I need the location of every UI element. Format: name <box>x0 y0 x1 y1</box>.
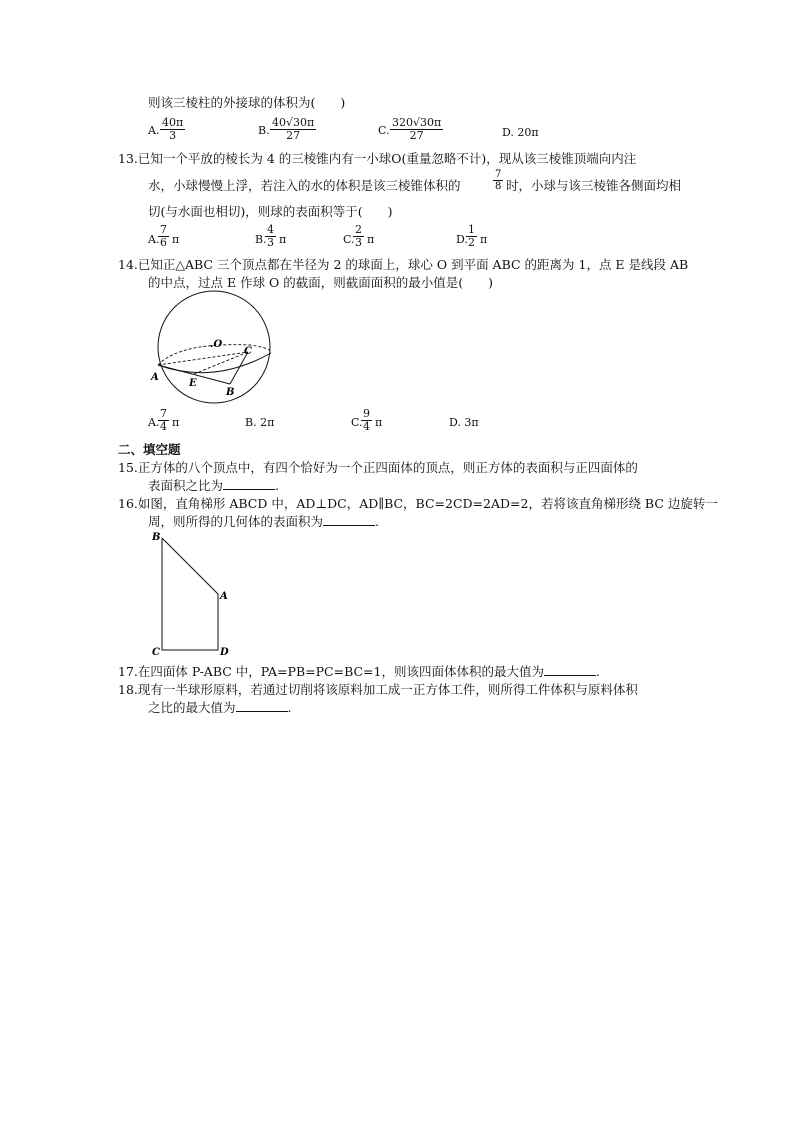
q12-option-a-numerator: 40π <box>162 116 184 129</box>
q13-option-c-pi: π <box>367 233 375 246</box>
q12-option-c-label: C. <box>378 124 390 137</box>
q14-option-a <box>158 408 169 433</box>
q16-line-1: 16.如图，直角梯形 ABCD 中，AD⊥DC，AD∥BC，BC=2CD=2AD=2，若将该直角梯形绕 BC 边旋转一 <box>118 496 718 511</box>
label-c: C <box>244 346 252 357</box>
q13-option-b <box>265 224 276 249</box>
q12-option-b-denominator: 27 <box>286 129 301 142</box>
q13-option-a-numerator: 7 <box>160 223 167 236</box>
q15-line-2-text: 表面积之比为 <box>148 478 224 493</box>
q18-line-1: 18.现有一半球形原料，若通过切削将该原料加工成一正方体工件，则所得工件体积与原料体积 <box>118 682 638 697</box>
trapezoid-abcd <box>162 538 218 650</box>
q16-line-2 <box>148 514 379 530</box>
q12-option-c-denominator: 27 <box>409 129 424 142</box>
q14-option-b: B. 2π <box>245 416 275 429</box>
q12-option-a-label: A. <box>148 124 160 137</box>
q17-end: . <box>595 664 600 679</box>
q15-answer-blank[interactable] <box>223 479 275 490</box>
q16-line-2-text: 周，则所得的几何体的表面积为 <box>148 514 324 529</box>
label-b: B <box>226 387 235 398</box>
q13-option-c <box>353 224 364 249</box>
q13-option-c-numerator: 2 <box>355 223 362 236</box>
q12-option-b <box>270 117 316 142</box>
q18-answer-blank[interactable] <box>236 701 288 712</box>
q13-option-d-numerator: 1 <box>468 223 475 236</box>
q13-option-c-denominator: 3 <box>355 236 362 249</box>
q13-option-a-denominator: 6 <box>160 236 167 249</box>
label-a: A <box>151 372 159 383</box>
q12-option-c-numerator: 320√30π <box>392 116 442 129</box>
q12-option-c <box>390 117 443 142</box>
q12-stem: 则该三棱柱的外接球的体积为( ) <box>148 95 346 110</box>
q14-option-c <box>361 408 372 433</box>
label-c: C <box>152 647 160 658</box>
q14-option-a-numerator: 7 <box>160 407 167 420</box>
label-b: B <box>152 532 161 543</box>
q14-option-c-pi: π <box>375 416 383 429</box>
q14-line-1: 14.已知正△ABC 三个顶点都在半径为 2 的球面上，球心 O 到平面 ABC 的距离为 1，点 E 是线段 AB <box>118 257 689 272</box>
q17-answer-blank[interactable] <box>544 665 596 676</box>
q12-option-a-denominator: 3 <box>169 129 177 142</box>
q16-end: . <box>375 514 379 529</box>
q13-line-3: 切(与水面也相切)，则球的表面积等于( ) <box>148 204 393 219</box>
q13-line-2b: 时，小球与该三棱锥各侧面均相 <box>506 178 682 193</box>
q13-option-a-label: A. <box>148 233 160 246</box>
q17-text: 17.在四面体 P-ABC 中，PA=PB=PC=BC=1，则该四面体体积的最大值为 <box>118 664 544 679</box>
q13-option-c-label: C. <box>343 233 355 246</box>
q13-option-b-pi: π <box>279 233 287 246</box>
q13-option-d-label: D. <box>456 233 468 246</box>
q14-option-d: D. 3π <box>449 416 479 429</box>
label-o: .O <box>210 339 223 350</box>
q13-option-b-numerator: 4 <box>267 223 274 236</box>
q14-option-a-denominator: 4 <box>160 420 167 433</box>
section-heading-fill-in: 二、填空题 <box>118 442 181 457</box>
q13-line-2a: 水，小球慢慢上浮，若注入的水的体积是该三棱锥体积的 <box>148 178 461 193</box>
q12-option-b-numerator: 40√30π <box>272 116 315 129</box>
q13-option-d-denominator: 2 <box>468 236 475 249</box>
q14-option-a-label: A. <box>148 416 160 429</box>
q13-option-d <box>466 224 477 249</box>
q13-option-d-pi: π <box>480 233 488 246</box>
trapezoid-figure <box>148 530 238 658</box>
q15-line-1: 15.正方体的八个顶点中，有四个恰好为一个正四面体的顶点，则正方体的表面积与正四面体的 <box>118 460 638 475</box>
q18-line-2 <box>148 700 292 716</box>
q14-option-c-numerator: 9 <box>363 407 370 420</box>
q13-fraction <box>493 169 503 192</box>
q17-line <box>118 664 600 680</box>
q13-option-a <box>158 224 169 249</box>
q15-end: . <box>275 478 279 493</box>
q12-option-b-label: B. <box>258 124 270 137</box>
q13-fraction-numerator: 7 <box>495 169 502 180</box>
q13-fraction-denominator: 8 <box>495 181 502 192</box>
label-e: E <box>189 378 197 389</box>
q12-option-d: D. 20π <box>502 126 539 139</box>
q13-line-1: 13.已知一个平放的棱长为 4 的三棱锥内有一小球O(重量忽略不计)，现从该三棱锥顶端向内注 <box>118 151 637 166</box>
q16-answer-blank[interactable] <box>323 515 375 526</box>
q14-option-a-pi: π <box>172 416 180 429</box>
q12-option-a <box>160 117 185 142</box>
q13-option-b-denominator: 3 <box>267 236 274 249</box>
q15-line-2 <box>148 478 279 494</box>
q14-option-c-denominator: 4 <box>363 420 370 433</box>
label-d: D <box>220 647 229 658</box>
q18-line-2-text: 之比的最大值为 <box>148 700 236 715</box>
q13-option-b-label: B. <box>255 233 267 246</box>
q14-line-2: 的中点，过点 E 作球 O 的截面，则截面面积的最小值是( ) <box>148 275 494 290</box>
label-a: A <box>220 591 228 602</box>
sphere-figure <box>140 290 290 408</box>
q13-option-a-pi: π <box>172 233 180 246</box>
segment-ac <box>158 352 248 365</box>
q14-option-c-label: C. <box>351 416 363 429</box>
q18-end: . <box>287 700 292 715</box>
